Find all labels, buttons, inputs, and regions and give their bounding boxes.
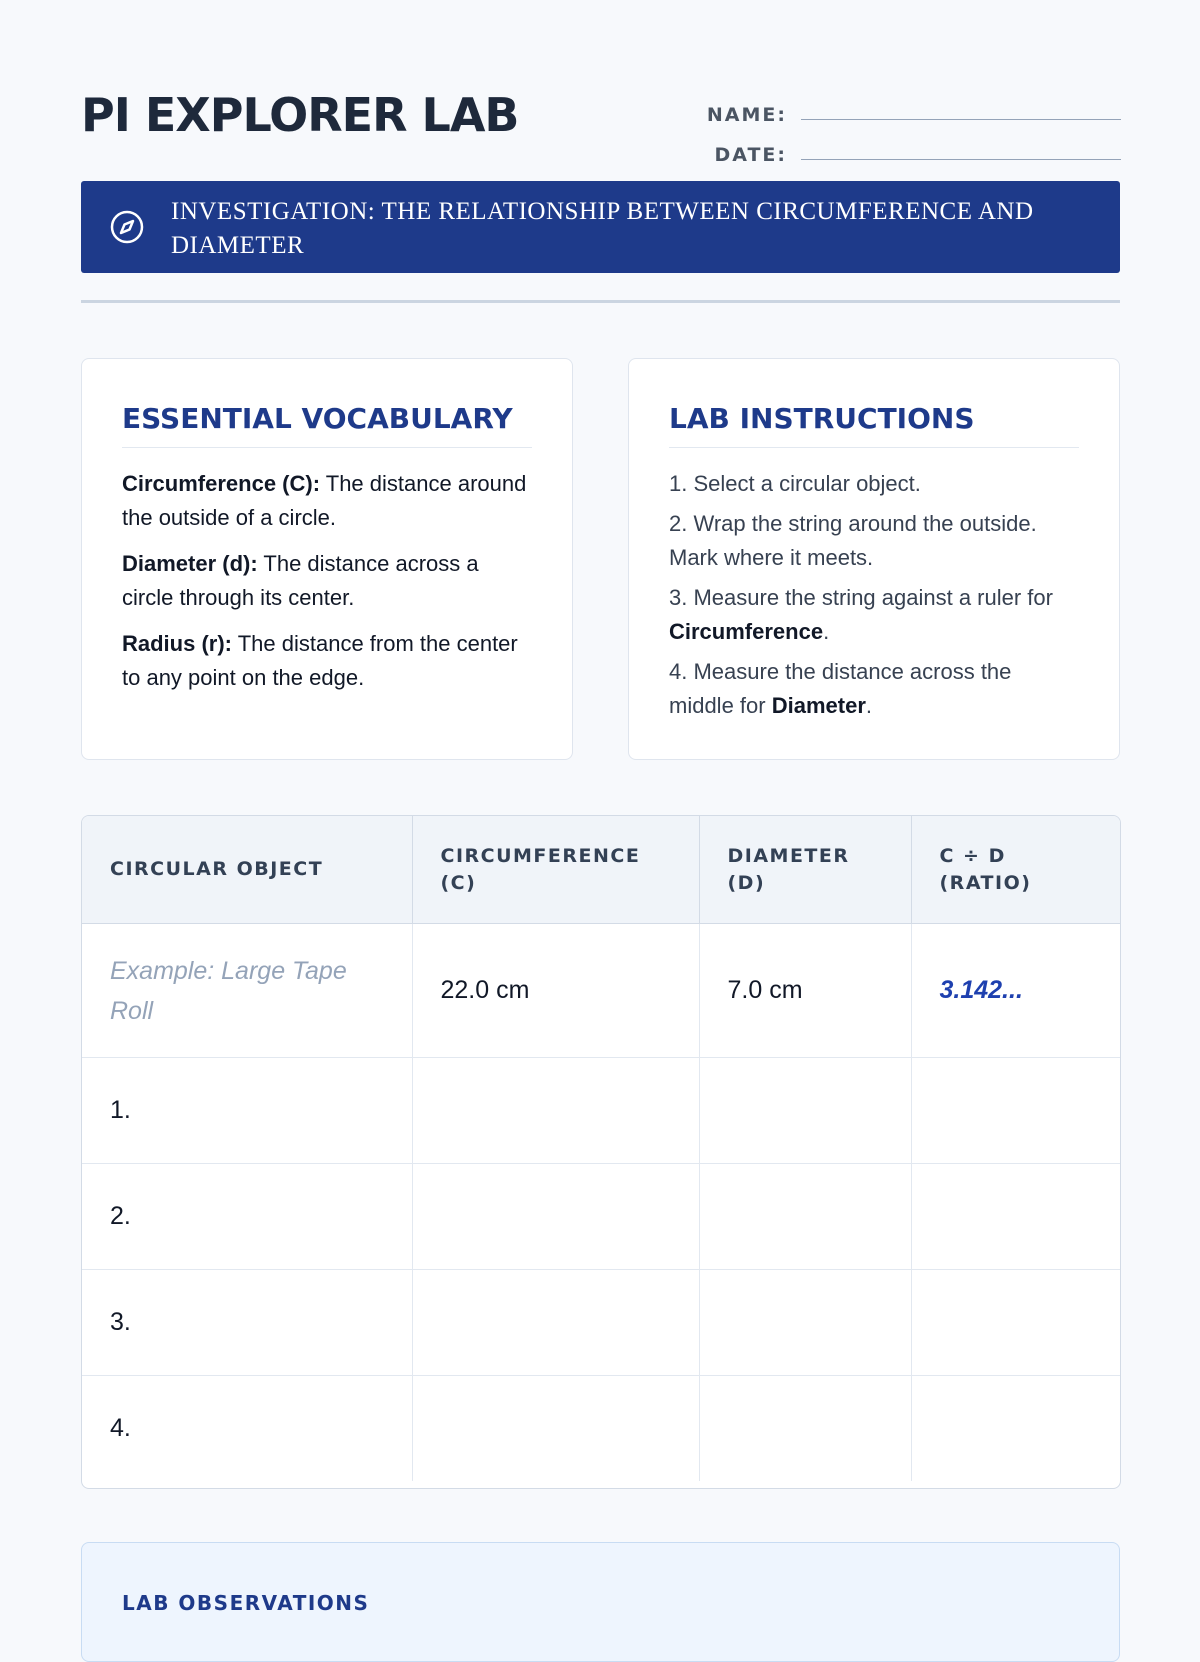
instructions-title: LAB INSTRUCTIONS xyxy=(669,405,1079,448)
diameter-cell[interactable] xyxy=(699,1270,911,1376)
instruction-step xyxy=(669,655,1079,723)
vocab-definition: The distance from the center to any point on the edge. xyxy=(122,631,518,690)
ratio-cell[interactable] xyxy=(911,1376,1120,1482)
header-circumference: CIRCUMFERENCE (C) xyxy=(412,816,699,924)
vocab-item xyxy=(122,467,532,535)
vocab-item xyxy=(122,547,532,615)
date-label: DATE: xyxy=(714,144,787,166)
instruction-text: 4. Measure the distance across the middle for xyxy=(669,659,1012,718)
row-number[interactable]: 4. xyxy=(82,1376,412,1482)
row-number[interactable]: 1. xyxy=(82,1058,412,1164)
table-row xyxy=(82,1164,1120,1270)
vocab-item xyxy=(122,627,532,695)
row-number[interactable]: 2. xyxy=(82,1164,412,1270)
observations-title: LAB OBSERVATIONS xyxy=(122,1591,370,1615)
instructions-card xyxy=(628,358,1120,760)
example-circumference: 22.0 cm xyxy=(412,924,699,1058)
worksheet-header xyxy=(81,88,1121,168)
page-title: PI EXPLORER LAB xyxy=(81,88,519,142)
vocab-term: Circumference (C): xyxy=(122,471,321,496)
ratio-cell[interactable] xyxy=(911,1058,1120,1164)
vocab-definition: The distance around the outside of a circle. xyxy=(122,471,527,530)
table-row xyxy=(82,1270,1120,1376)
diameter-cell[interactable] xyxy=(699,1376,911,1482)
table-row xyxy=(82,1376,1120,1482)
header-divider xyxy=(81,300,1120,303)
vocab-definition: The distance across a circle through its center. xyxy=(122,551,479,610)
investigation-banner xyxy=(81,181,1120,273)
instruction-step: 1. Select a circular object. xyxy=(669,471,921,496)
ratio-cell[interactable] xyxy=(911,1164,1120,1270)
name-label: NAME: xyxy=(706,104,787,126)
date-field[interactable] xyxy=(801,158,1121,160)
observations-card xyxy=(81,1542,1120,1662)
instruction-text: 3. Measure the string against a ruler for xyxy=(669,585,1053,610)
name-field-row xyxy=(681,88,1121,128)
table-row xyxy=(82,1058,1120,1164)
header-ratio: C ÷ D (RATIO) xyxy=(911,816,1120,924)
vocab-term: Radius (r): xyxy=(122,631,232,656)
circumference-cell[interactable] xyxy=(412,1058,699,1164)
instructions-list xyxy=(669,467,1079,729)
compass-icon xyxy=(109,209,145,245)
header-object: CIRCULAR OBJECT xyxy=(82,816,412,924)
date-field-row xyxy=(681,128,1121,168)
instruction-text: . xyxy=(865,693,872,718)
circumference-cell[interactable] xyxy=(412,1164,699,1270)
row-number[interactable]: 3. xyxy=(82,1270,412,1376)
example-object: Example: Large Tape Roll xyxy=(82,924,412,1058)
example-ratio: 3.142... xyxy=(911,924,1120,1058)
vocab-term: Diameter (d): xyxy=(122,551,258,576)
ratio-cell[interactable] xyxy=(911,1270,1120,1376)
instruction-text: . xyxy=(823,619,830,644)
instruction-keyword: Diameter xyxy=(771,693,866,718)
student-fields xyxy=(681,88,1121,168)
diameter-cell[interactable] xyxy=(699,1164,911,1270)
instruction-keyword: Circumference xyxy=(669,619,824,644)
name-field[interactable] xyxy=(801,118,1121,120)
data-table xyxy=(81,815,1121,1489)
banner-text: INVESTIGATION: THE RELATIONSHIP BETWEEN CIRCUMFERENCE AND DIAMETER xyxy=(171,198,1034,259)
circumference-cell[interactable] xyxy=(412,1376,699,1482)
diameter-cell[interactable] xyxy=(699,1058,911,1164)
instruction-step xyxy=(669,581,1079,649)
circumference-cell[interactable] xyxy=(412,1270,699,1376)
example-diameter: 7.0 cm xyxy=(699,924,911,1058)
header-diameter: DIAMETER (D) xyxy=(699,816,911,924)
vocabulary-list xyxy=(122,467,532,707)
vocabulary-title: ESSENTIAL VOCABULARY xyxy=(122,405,532,448)
vocabulary-card xyxy=(81,358,573,760)
example-row xyxy=(82,924,1120,1058)
table-header-row xyxy=(82,816,1120,924)
instruction-step: 2. Wrap the string around the outside. Mark where it meets. xyxy=(669,511,1037,570)
